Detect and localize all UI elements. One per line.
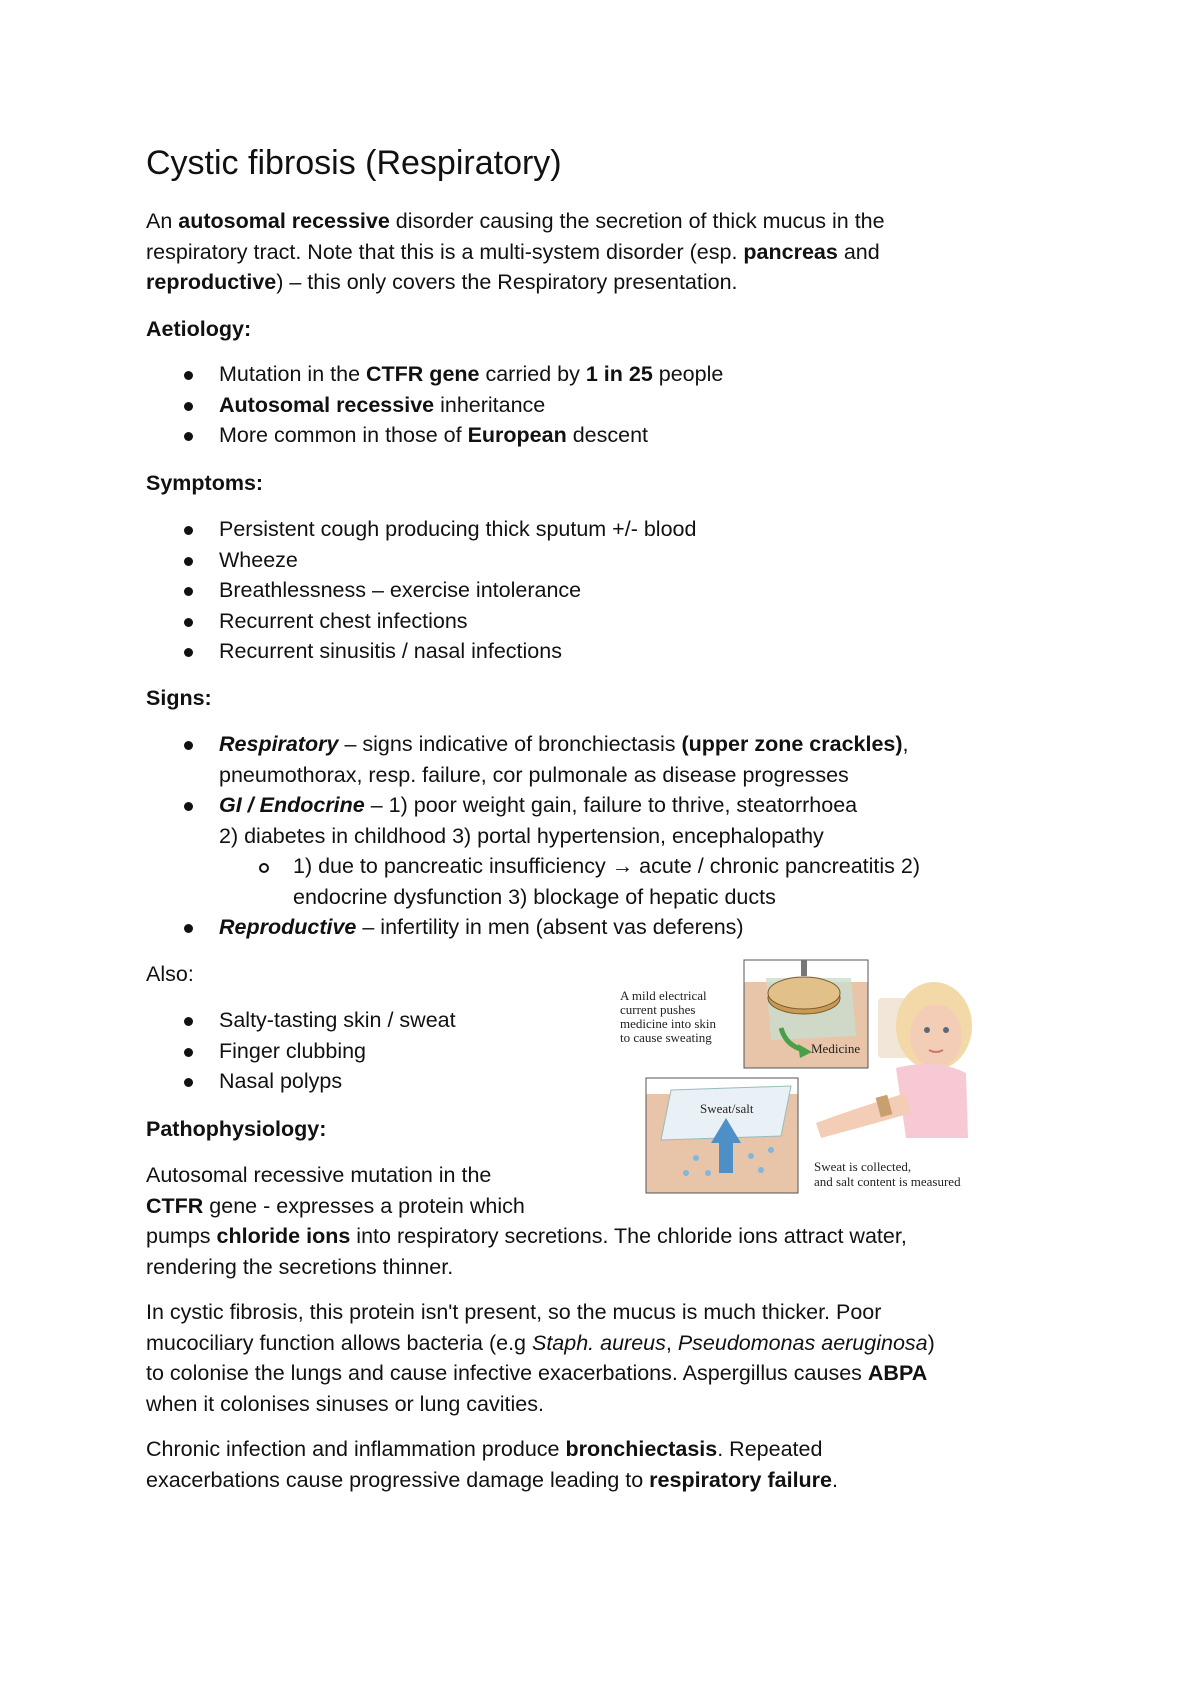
bullet-icon	[184, 618, 193, 627]
list-item: Persistent cough producing thick sputum +/- blood	[146, 514, 696, 545]
svg-text:medicine into skin: medicine into skin	[620, 1016, 717, 1031]
svg-text:Sweat is collected,: Sweat is collected,	[814, 1159, 912, 1174]
list-item: Nasal polyps	[146, 1066, 456, 1097]
list-item: Mutation in the CTFR gene carried by 1 in 25 people	[146, 359, 723, 390]
list-item: 1) due to pancreatic insufficiency → acute / chronic pancreatitis 2) endocrine dysfunction 3) blockage of hepatic ducts	[146, 851, 920, 912]
list-item: Salty-tasting skin / sweat	[146, 1005, 456, 1036]
bullet-icon	[184, 371, 193, 380]
bullet-icon	[184, 402, 193, 411]
list-item: Breathlessness – exercise intolerance	[146, 575, 696, 606]
bullet-icon	[184, 741, 193, 750]
bullet-icon	[184, 432, 193, 441]
bullet-icon	[184, 924, 193, 933]
also-list	[146, 1005, 456, 1097]
list-item: Reproductive – infertility in men (absent vas deferens)	[146, 912, 920, 943]
list-item: Recurrent chest infections	[146, 606, 696, 637]
bullet-icon	[184, 526, 193, 535]
list-item: Respiratory – signs indicative of bronchiectasis (upper zone crackles), pneumothorax, resp. failure, cor pulmonale as disease progresses	[146, 729, 920, 790]
sweat-test-figure	[616, 958, 996, 1208]
aetiology-list	[146, 359, 723, 451]
intro-paragraph: An autosomal recessive disorder causing the secretion of thick mucus in the respiratory tract. Note that this is a multi-system disorder (esp. pancreas and reproductive) – this only covers the Respiratory presentation.	[146, 209, 885, 294]
signs-list	[146, 729, 920, 943]
figure-caption-top	[620, 988, 717, 1045]
symptoms-heading: Symptoms:	[146, 471, 264, 495]
aetiology-heading: Aetiology:	[146, 317, 252, 341]
bullet-icon	[184, 557, 193, 566]
patho-paragraph-2: In cystic fibrosis, this protein isn't present, so the mucus is much thicker. Poor mucociliary function allows bacteria (e.g Staph. aureus, Pseudomonas aeruginosa) to colonise the lungs and cause infective exacerbations. Aspergillus causes ABPA when it colonises sinuses or lung cavities.	[146, 1300, 935, 1416]
bullet-icon	[184, 802, 193, 811]
figure-caption-bottom	[814, 1159, 961, 1189]
sweat-test-illustration	[616, 958, 996, 1208]
sub-bullet-icon	[259, 863, 269, 873]
list-item: GI / Endocrine – 1) poor weight gain, failure to thrive, steatorrhoea 2) diabetes in childhood 3) portal hypertension, encephalopathy	[146, 790, 920, 851]
bullet-icon	[184, 1017, 193, 1026]
svg-text:current pushes: current pushes	[620, 1002, 696, 1017]
bullet-icon	[184, 1048, 193, 1057]
list-item: Autosomal recessive inheritance	[146, 390, 723, 421]
sweat-salt-label: Sweat/salt	[700, 1101, 754, 1116]
pathophysiology-heading: Pathophysiology:	[146, 1117, 327, 1141]
bullet-icon	[184, 587, 193, 596]
page-title: Cystic fibrosis (Respiratory)	[146, 144, 562, 182]
bullet-icon	[184, 648, 193, 657]
list-item: Finger clubbing	[146, 1036, 456, 1067]
symptoms-list	[146, 514, 696, 667]
skin-panel-top	[744, 960, 868, 1068]
list-item: Recurrent sinusitis / nasal infections	[146, 636, 696, 667]
medicine-label: Medicine	[811, 1041, 861, 1056]
arrow-right-icon: →	[611, 854, 634, 878]
patho-paragraph-3: Chronic infection and inflammation produce bronchiectasis. Repeated exacerbations cause progressive damage leading to respiratory failure.	[146, 1437, 838, 1492]
list-item: Wheeze	[146, 545, 696, 576]
also-heading: Also:	[146, 962, 194, 986]
signs-heading: Signs:	[146, 686, 212, 710]
svg-text:to cause sweating: to cause sweating	[620, 1030, 712, 1045]
svg-text:and salt content is measured: and salt content is measured	[814, 1174, 961, 1189]
svg-text:A mild electrical: A mild electrical	[620, 988, 707, 1003]
bullet-icon	[184, 1078, 193, 1087]
patho-paragraph-1: Autosomal recessive mutation in the CTFR gene - expresses a protein which pumps chloride ions into respiratory secretions. The chloride ions attract water, rendering the secretions thinner.	[146, 1163, 907, 1279]
skin-panel-bottom	[646, 1078, 798, 1193]
list-item: More common in those of European descent	[146, 420, 723, 451]
